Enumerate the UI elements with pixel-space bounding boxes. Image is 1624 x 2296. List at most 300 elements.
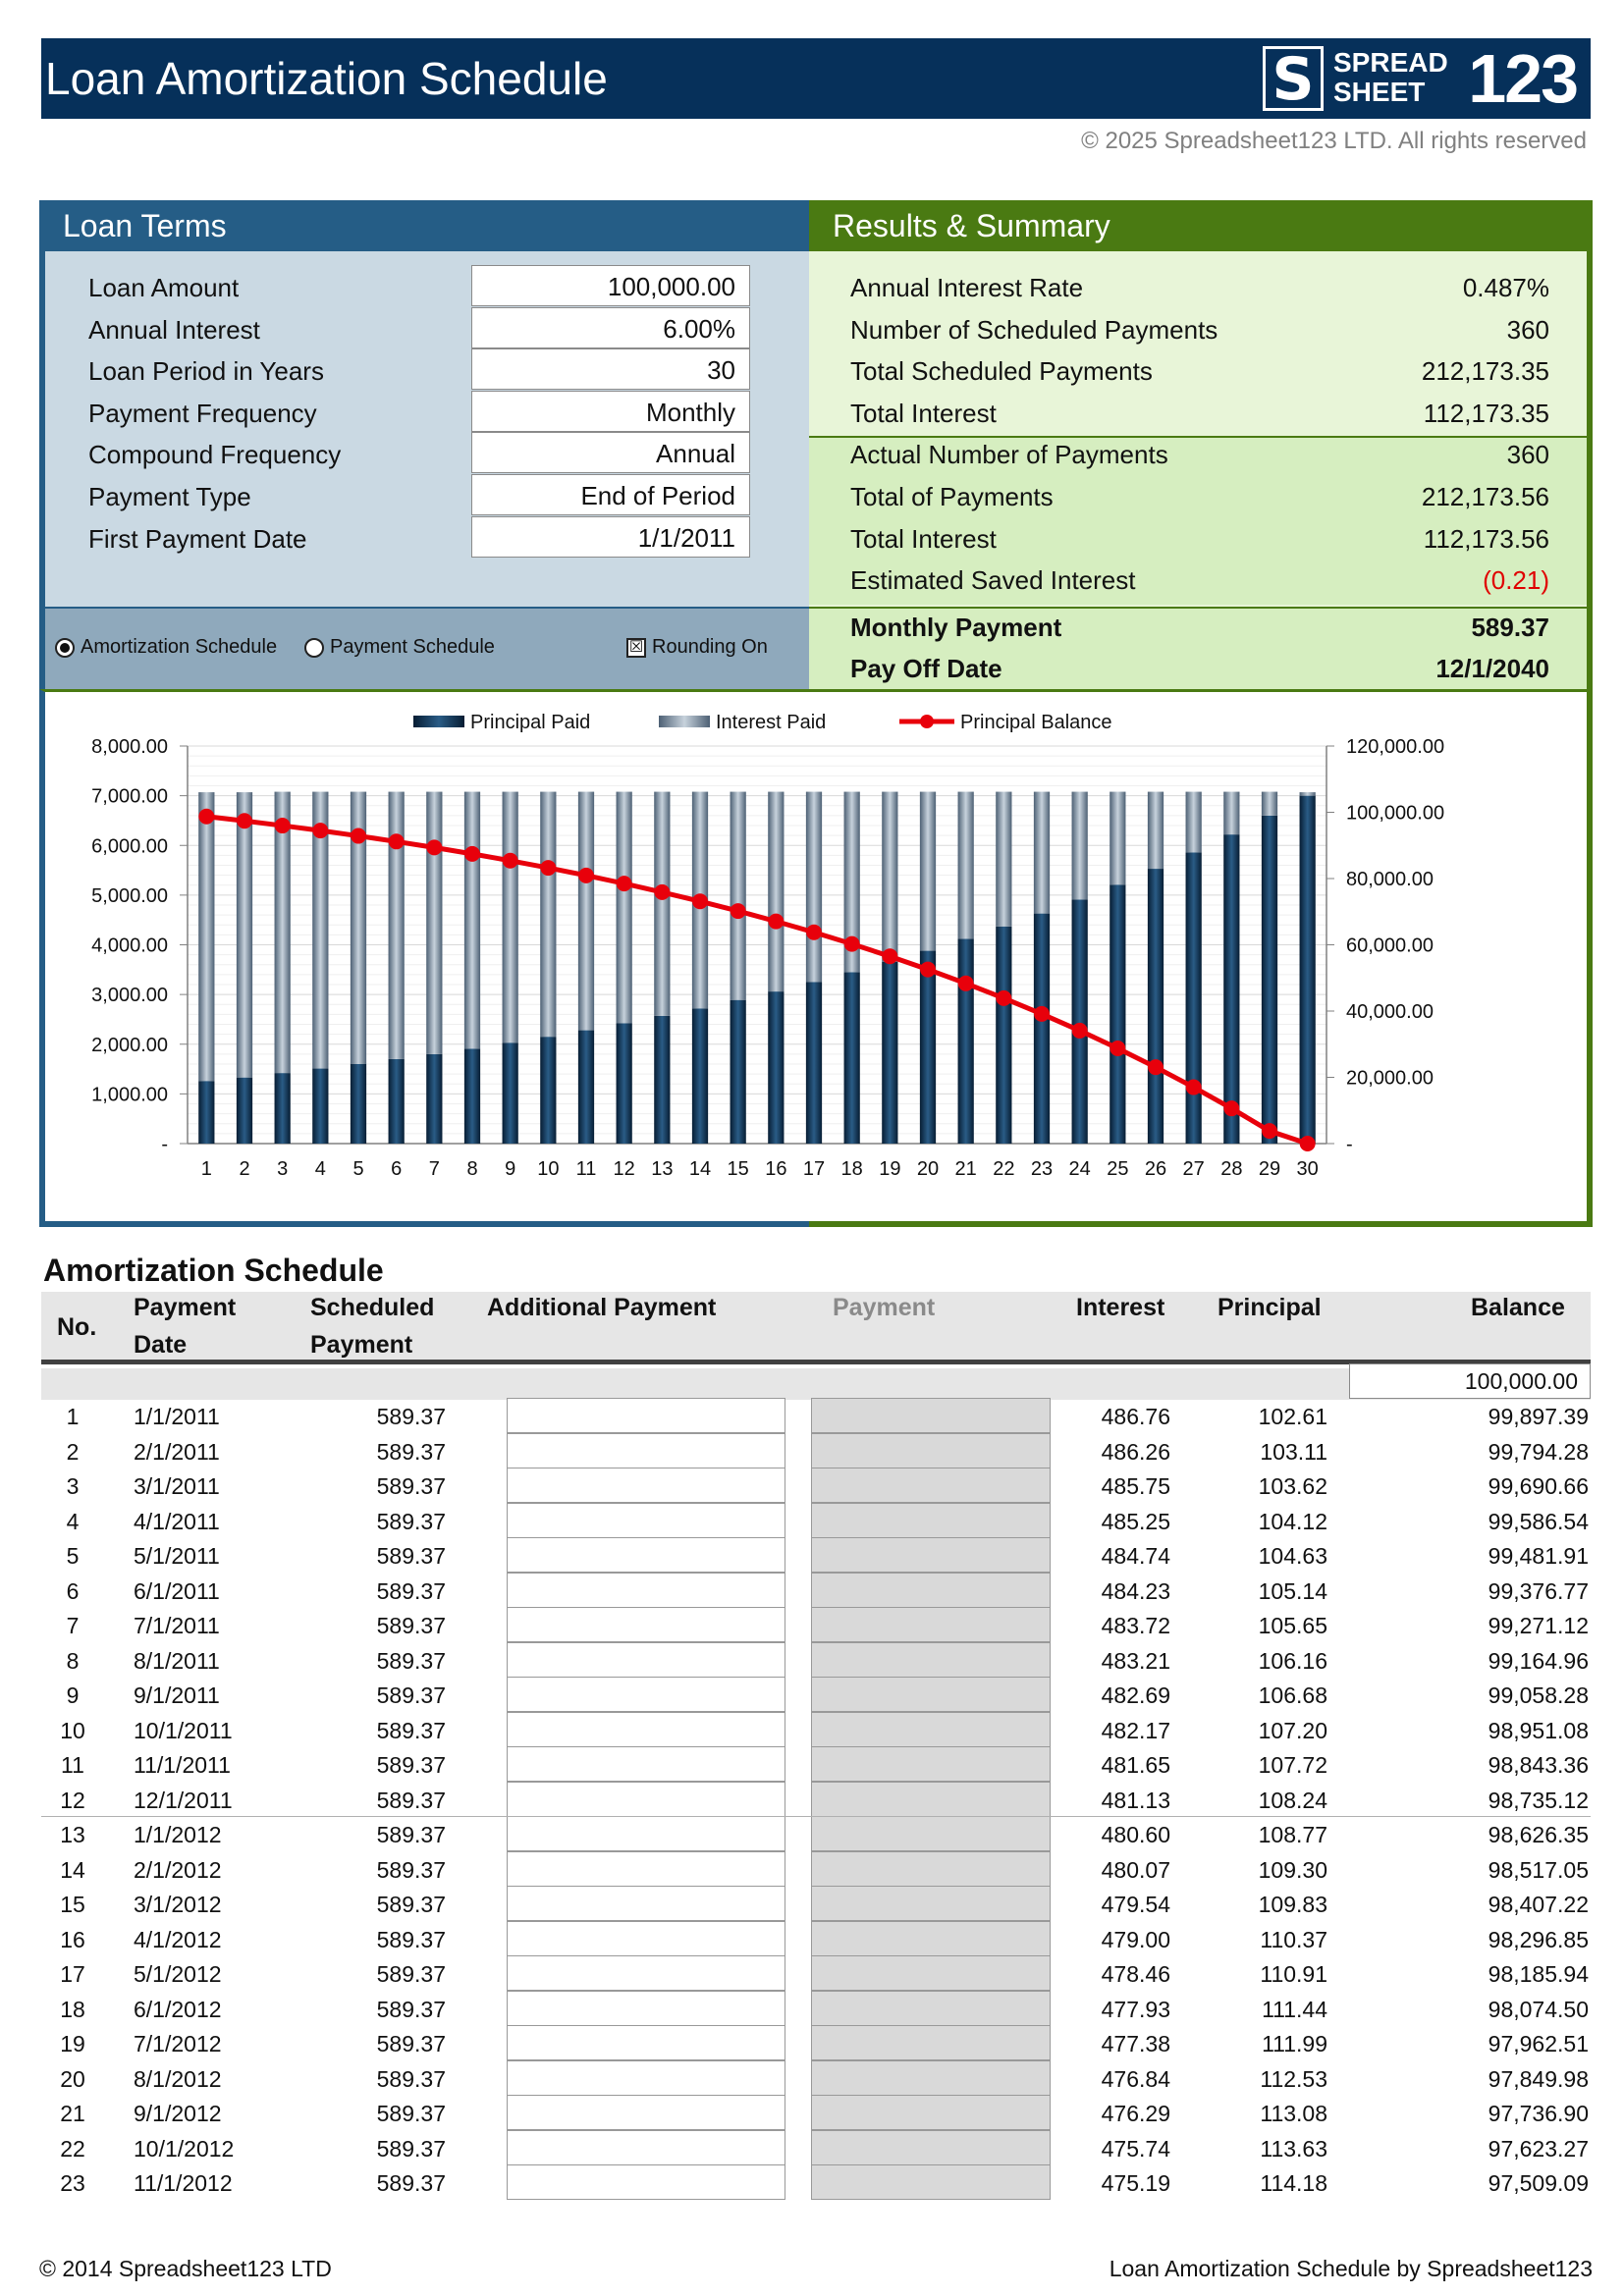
additional-payment-input[interactable]: [507, 1851, 785, 1887]
result-label: Number of Scheduled Payments: [850, 314, 1218, 345]
principal-bar: [198, 1081, 214, 1144]
table-row: [41, 1921, 1591, 1956]
row-payment-date: 1/1/2012: [134, 1822, 222, 1847]
interest-bar: [882, 792, 897, 962]
row-payment-date: 7/1/2011: [134, 1613, 220, 1638]
loan-term-input[interactable]: Monthly: [471, 391, 750, 432]
interest-bar: [1300, 792, 1316, 796]
payment-cell: [811, 1607, 1051, 1642]
result-value: 212,173.35: [1421, 356, 1549, 387]
additional-payment-input[interactable]: [507, 1537, 785, 1573]
row-number: 2: [66, 1438, 80, 1465]
principal-bar: [275, 1073, 291, 1144]
row-balance: 98,296.85: [1488, 1926, 1589, 1952]
loan-term-label: First Payment Date: [88, 523, 307, 554]
row-number: 13: [60, 1822, 85, 1847]
interest-bar: [1110, 792, 1125, 885]
principal-bar: [1223, 834, 1239, 1144]
principal-bar: [806, 982, 822, 1144]
radio-unselected-icon[interactable]: [304, 638, 324, 658]
row-interest: 481.13: [1101, 1787, 1170, 1813]
row-scheduled-payment: 589.37: [376, 2135, 446, 2162]
principal-balance-point: [464, 846, 480, 862]
results-heading: Results & Summary: [809, 200, 1593, 251]
row-payment-date: 8/1/2012: [134, 2065, 222, 2092]
row-number: 21: [60, 2101, 85, 2126]
rounding-option[interactable]: [626, 636, 768, 659]
principal-balance-point: [312, 823, 328, 838]
row-interest: 476.29: [1101, 2101, 1170, 2126]
row-interest: 479.00: [1101, 1926, 1170, 1952]
row-principal: 110.91: [1260, 1961, 1327, 1987]
header-additional-payment: Additional Payment: [487, 1294, 717, 1321]
payment-cell: [811, 1398, 1051, 1433]
interest-bar: [1034, 792, 1050, 914]
payment-cell: [811, 1433, 1051, 1468]
row-interest: 480.60: [1101, 1822, 1170, 1847]
header-balance: Balance: [1471, 1294, 1565, 1321]
row-principal: 106.16: [1258, 1647, 1327, 1674]
row-principal: 110.37: [1260, 1926, 1327, 1952]
additional-payment-input[interactable]: [507, 1468, 785, 1503]
table-row: [41, 2164, 1591, 2200]
principal-balance-point: [389, 833, 405, 849]
row-balance: 99,376.77: [1488, 1577, 1589, 1604]
row-interest: 482.69: [1101, 1682, 1170, 1708]
left-tick-label: 5,000.00: [91, 884, 168, 907]
right-tick-label: 80,000.00: [1346, 869, 1434, 890]
row-balance: 97,509.09: [1488, 2170, 1589, 2196]
legend-label: Principal Paid: [470, 712, 591, 733]
principal-balance-point: [1110, 1041, 1125, 1056]
row-payment-date: 3/1/2011: [134, 1473, 220, 1499]
interest-bar: [1262, 792, 1277, 816]
payment-cell: [811, 2060, 1051, 2096]
principal-bar: [920, 951, 936, 1144]
table-row: [41, 1433, 1591, 1468]
additional-payment-input[interactable]: [507, 1433, 785, 1468]
x-tick-label: 12: [613, 1158, 635, 1180]
x-tick-label: 27: [1182, 1158, 1205, 1180]
result-value: 0.487%: [1462, 273, 1549, 302]
x-tick-label: 28: [1220, 1158, 1243, 1180]
loan-term-label: Payment Frequency: [88, 398, 317, 428]
row-scheduled-payment: 589.37: [376, 1926, 446, 1952]
row-number: 7: [66, 1613, 80, 1638]
logo-number: 123: [1468, 40, 1577, 117]
principal-balance-point: [844, 936, 860, 952]
row-number: 15: [60, 1892, 85, 1917]
row-payment-date: 11/1/2011: [134, 1752, 231, 1778]
monthly-payment-label: Monthly Payment: [850, 613, 1062, 642]
left-tick-label: 6,000.00: [91, 835, 168, 858]
principal-balance-point: [1300, 1136, 1316, 1151]
row-scheduled-payment: 589.37: [376, 1717, 446, 1743]
legend-label: Interest Paid: [716, 712, 827, 733]
title-bar: [41, 38, 1591, 119]
additional-payment-input[interactable]: [507, 1573, 785, 1608]
row-payment-date: 9/1/2012: [134, 2101, 222, 2126]
row-balance: 97,736.90: [1488, 2101, 1589, 2126]
payment-cell: [811, 1991, 1051, 2026]
additional-payment-input[interactable]: [507, 1782, 785, 1817]
row-principal: 104.12: [1258, 1508, 1327, 1534]
additional-payment-input[interactable]: [507, 2130, 785, 2165]
row-number: 5: [66, 1543, 80, 1569]
spreadsheet123-logo: [1263, 40, 1577, 117]
logo-word-sheet: SHEET: [1333, 77, 1426, 107]
principal-balance-point: [996, 990, 1011, 1006]
row-scheduled-payment: 589.37: [376, 1577, 446, 1604]
principal-balance-point: [275, 818, 291, 833]
additional-payment-input[interactable]: [507, 2164, 785, 2200]
principal-bar: [351, 1064, 366, 1144]
row-scheduled-payment: 589.37: [376, 1822, 446, 1847]
x-tick-label: 9: [505, 1158, 516, 1180]
payment-schedule-label: Payment Schedule: [330, 636, 495, 658]
interest-bar: [1186, 792, 1202, 853]
loan-term-input[interactable]: Annual: [471, 432, 750, 473]
table-row: [41, 1955, 1591, 1991]
header-payment-date-2: Date: [134, 1331, 188, 1359]
row-principal: 107.20: [1258, 1717, 1327, 1743]
table-row: [41, 1746, 1591, 1782]
right-tick-label: 40,000.00: [1346, 1001, 1434, 1023]
row-scheduled-payment: 589.37: [376, 1856, 446, 1883]
row-scheduled-payment: 589.37: [376, 2170, 446, 2196]
table-row: [41, 2060, 1591, 2096]
payment-cell: [811, 2130, 1051, 2165]
principal-bar: [503, 1042, 518, 1144]
principal-bar: [958, 938, 974, 1144]
row-interest: 483.21: [1101, 1647, 1170, 1674]
payment-cell: [811, 1921, 1051, 1956]
row-number: 20: [60, 2065, 85, 2092]
additional-payment-input[interactable]: [507, 2025, 785, 2060]
principal-bar: [768, 991, 784, 1144]
payment-cell: [811, 1955, 1051, 1991]
additional-payment-input[interactable]: [507, 1921, 785, 1956]
principal-balance-point: [692, 893, 708, 909]
x-tick-label: 14: [688, 1158, 712, 1180]
row-payment-date: 9/1/2011: [134, 1682, 220, 1708]
principal-bar: [464, 1048, 480, 1144]
principal-bar: [996, 927, 1011, 1144]
interest-bar: [768, 792, 784, 992]
result-label: Actual Number of Payments: [850, 440, 1168, 470]
row-payment-date: 4/1/2012: [134, 1926, 222, 1952]
additional-payment-input[interactable]: [507, 1677, 785, 1712]
row-principal: 103.62: [1258, 1473, 1327, 1499]
principal-bar: [1262, 816, 1277, 1144]
row-balance: 98,735.12: [1488, 1787, 1589, 1813]
interest-bar: [617, 792, 632, 1024]
loan-term-label: Loan Period in Years: [88, 356, 324, 387]
principal-bar: [844, 972, 860, 1144]
x-tick-label: 6: [391, 1158, 403, 1180]
principal-balance-point: [882, 948, 897, 964]
additional-payment-input[interactable]: [507, 1955, 785, 1991]
table-row: [41, 1712, 1591, 1747]
row-interest: 476.84: [1101, 2065, 1170, 2092]
x-tick-label: 1: [200, 1158, 212, 1180]
x-tick-label: 29: [1258, 1158, 1281, 1180]
principal-balance-point: [351, 828, 366, 844]
payment-cell: [811, 1886, 1051, 1921]
principal-bar: [692, 1008, 708, 1144]
x-tick-label: 26: [1144, 1158, 1167, 1180]
row-balance: 99,164.96: [1488, 1647, 1589, 1674]
interest-bar: [806, 792, 822, 983]
row-scheduled-payment: 589.37: [376, 1682, 446, 1708]
checkbox-checked-icon[interactable]: ☒: [626, 638, 646, 658]
row-balance: 98,407.22: [1488, 1892, 1589, 1917]
row-balance: 98,626.35: [1488, 1822, 1589, 1847]
principal-balance-point: [1148, 1059, 1164, 1075]
principal-bar: [312, 1069, 328, 1144]
payment-cell: [811, 1503, 1051, 1538]
loan-term-label: Compound Frequency: [88, 440, 342, 470]
left-tick-label: 7,000.00: [91, 785, 168, 808]
loan-term-input[interactable]: 30: [471, 348, 750, 390]
interest-bar: [389, 792, 405, 1059]
row-number: 14: [60, 1856, 85, 1883]
additional-payment-input[interactable]: [507, 1642, 785, 1678]
row-principal: 114.18: [1260, 2170, 1327, 2196]
additional-payment-input[interactable]: [507, 1503, 785, 1538]
row-number: 16: [60, 1926, 85, 1952]
table-row: [41, 1851, 1591, 1887]
x-tick-label: 13: [651, 1158, 674, 1180]
loan-term-input[interactable]: End of Period: [471, 474, 750, 515]
principal-bar: [1072, 899, 1088, 1144]
row-number: 4: [66, 1508, 80, 1534]
result-label: Total Interest: [850, 398, 997, 428]
row-scheduled-payment: 589.37: [376, 2065, 446, 2092]
additional-payment-input[interactable]: [507, 2060, 785, 2096]
principal-bar: [1110, 884, 1125, 1144]
row-principal: 106.68: [1258, 1682, 1327, 1708]
x-tick-label: 4: [314, 1158, 326, 1180]
row-balance: 98,843.36: [1488, 1752, 1589, 1778]
loan-term-input[interactable]: 6.00%: [471, 307, 750, 348]
row-balance: 97,962.51: [1488, 2031, 1589, 2056]
row-principal: 103.11: [1260, 1438, 1327, 1465]
payment-cell: [811, 1537, 1051, 1573]
additional-payment-input[interactable]: [507, 1398, 785, 1433]
principal-bar: [882, 962, 897, 1144]
left-tick-label: 8,000.00: [91, 736, 168, 758]
row-number: 17: [60, 1961, 85, 1987]
table-row: [41, 1573, 1591, 1608]
row-balance: 98,074.50: [1488, 1996, 1589, 2022]
payment-schedule-option[interactable]: [304, 636, 495, 659]
payment-cell: [811, 2095, 1051, 2130]
header-scheduled-2: Payment: [310, 1331, 413, 1359]
additional-payment-input[interactable]: [507, 1712, 785, 1747]
row-payment-date: 5/1/2012: [134, 1961, 222, 1987]
payment-cell: [811, 1677, 1051, 1712]
header-payment: Payment: [833, 1294, 936, 1321]
row-scheduled-payment: 589.37: [376, 1404, 446, 1429]
additional-payment-input[interactable]: [507, 1991, 785, 2026]
additional-payment-input[interactable]: [507, 1746, 785, 1782]
x-tick-label: 17: [802, 1158, 826, 1180]
interest-bar: [1148, 792, 1164, 869]
row-balance: 99,586.54: [1488, 1508, 1589, 1534]
table-row: [41, 1816, 1591, 1851]
row-balance: 98,517.05: [1488, 1856, 1589, 1883]
result-value: 112,173.35: [1423, 398, 1549, 428]
table-row: [41, 1503, 1591, 1538]
radio-selected-icon[interactable]: [55, 638, 75, 658]
result-label: Estimated Saved Interest: [850, 565, 1136, 596]
principal-balance-point: [578, 868, 594, 883]
principal-bar: [237, 1078, 252, 1144]
interest-bar: [920, 792, 936, 951]
x-tick-label: 16: [765, 1158, 787, 1180]
row-principal: 107.72: [1258, 1752, 1327, 1778]
payment-summary-band: [809, 607, 1593, 689]
principal-balance-point: [198, 809, 214, 825]
header-principal: Principal: [1218, 1294, 1322, 1321]
x-tick-label: 5: [352, 1158, 364, 1180]
chart-border-left: [39, 1221, 809, 1227]
interest-bar: [996, 792, 1011, 927]
row-number: 11: [61, 1752, 84, 1778]
pay-off-date-value: 12/1/2040: [1435, 654, 1549, 683]
principal-balance-point: [958, 976, 974, 991]
principal-balance-point: [237, 813, 252, 828]
result-label: Total Interest: [850, 523, 997, 554]
row-balance: 98,185.94: [1488, 1961, 1589, 1987]
right-tick-label: 60,000.00: [1346, 934, 1434, 957]
payment-cell: [811, 2025, 1051, 2060]
row-number: 10: [60, 1717, 85, 1743]
results-panel: [809, 251, 1593, 607]
row-interest: 475.19: [1101, 2170, 1170, 2196]
loan-term-label: Payment Type: [88, 482, 251, 511]
legend-bar-swatch: [659, 716, 710, 727]
row-principal: 109.30: [1258, 1856, 1327, 1883]
loan-term-input[interactable]: 1/1/2011: [471, 516, 750, 558]
additional-payment-input[interactable]: [507, 1816, 785, 1851]
left-tick-label: 1,000.00: [91, 1084, 168, 1106]
principal-bar: [389, 1059, 405, 1144]
row-payment-date: 4/1/2011: [134, 1508, 220, 1534]
row-principal: 102.61: [1258, 1404, 1327, 1429]
principal-bar: [617, 1023, 632, 1144]
principal-balance-point: [1223, 1100, 1239, 1116]
x-tick-label: 18: [840, 1158, 863, 1180]
principal-bar: [1186, 852, 1202, 1144]
principal-balance-point: [654, 884, 670, 900]
table-row: [41, 1642, 1591, 1678]
row-principal: 111.99: [1262, 2031, 1327, 2056]
row-interest: 477.38: [1101, 2031, 1170, 2056]
table-row: [41, 2025, 1591, 2060]
row-interest: 479.54: [1101, 1892, 1170, 1917]
logo-word-spread: SPREAD: [1333, 47, 1448, 78]
principal-balance-point: [540, 860, 556, 876]
additional-payment-input[interactable]: [507, 1607, 785, 1642]
row-principal: 113.08: [1260, 2101, 1327, 2126]
payment-cell: [811, 1468, 1051, 1503]
row-principal: 105.14: [1258, 1577, 1327, 1604]
payment-cell: [811, 1642, 1051, 1678]
logo-s-mark: S: [1263, 46, 1324, 111]
left-tick-label: 3,000.00: [91, 985, 168, 1007]
page-title: Loan Amortization Schedule: [45, 53, 608, 104]
principal-balance-point: [768, 914, 784, 930]
principal-bar: [1148, 869, 1164, 1144]
row-scheduled-payment: 589.37: [376, 1438, 446, 1465]
row-balance: 99,897.39: [1488, 1404, 1589, 1429]
year-separator: [41, 1816, 1591, 1817]
row-scheduled-payment: 589.37: [376, 1508, 446, 1534]
row-principal: 104.63: [1258, 1543, 1327, 1569]
x-tick-label: 23: [1030, 1158, 1054, 1180]
header-interest: Interest: [1076, 1294, 1165, 1321]
table-row: [41, 1782, 1591, 1817]
amortization-schedule-option[interactable]: [55, 636, 277, 659]
additional-payment-input[interactable]: [507, 1886, 785, 1921]
row-interest: 481.65: [1101, 1752, 1170, 1778]
row-balance: 99,058.28: [1488, 1682, 1589, 1708]
row-principal: 108.77: [1258, 1822, 1327, 1847]
row-payment-date: 3/1/2012: [134, 1892, 222, 1917]
row-balance: 97,623.27: [1488, 2135, 1589, 2162]
principal-balance-point: [1072, 1023, 1088, 1039]
row-payment-date: 2/1/2011: [134, 1438, 220, 1465]
loan-term-label: Annual Interest: [88, 314, 260, 345]
row-principal: 105.65: [1258, 1613, 1327, 1638]
table-row: [41, 1991, 1591, 2026]
result-label: Total of Payments: [850, 482, 1054, 511]
row-scheduled-payment: 589.37: [376, 1787, 446, 1813]
x-tick-label: 25: [1107, 1158, 1129, 1180]
payment-cell: [811, 1816, 1051, 1851]
additional-payment-input[interactable]: [507, 2095, 785, 2130]
loan-term-input[interactable]: 100,000.00: [471, 265, 750, 306]
row-number: 12: [60, 1787, 85, 1813]
principal-balance-point: [731, 903, 746, 919]
rounding-label: Rounding On: [652, 636, 768, 658]
table-row: [41, 2130, 1591, 2165]
interest-bar: [958, 792, 974, 939]
loan-terms-heading: Loan Terms: [39, 200, 809, 251]
row-principal: 113.63: [1260, 2135, 1327, 2162]
left-tick-label: 4,000.00: [91, 934, 168, 957]
result-value: 112,173.56: [1423, 523, 1549, 554]
principal-bar: [1034, 914, 1050, 1144]
result-value: (0.21): [1483, 565, 1549, 596]
payment-cell: [811, 1573, 1051, 1608]
x-tick-label: 15: [727, 1158, 749, 1180]
payment-cell: [811, 1782, 1051, 1817]
interest-bar: [654, 792, 670, 1016]
row-principal: 112.53: [1260, 2065, 1327, 2092]
row-payment-date: 8/1/2011: [134, 1647, 220, 1674]
interest-bar: [237, 792, 252, 1078]
footer-copyright: © 2014 Spreadsheet123 LTD: [39, 2256, 332, 2281]
payment-cell: [811, 1851, 1051, 1887]
table-row: [41, 1468, 1591, 1503]
row-scheduled-payment: 589.37: [376, 1473, 446, 1499]
x-tick-label: 10: [537, 1158, 560, 1180]
row-interest: 485.75: [1101, 1473, 1170, 1499]
row-interest: 482.17: [1101, 1717, 1170, 1743]
